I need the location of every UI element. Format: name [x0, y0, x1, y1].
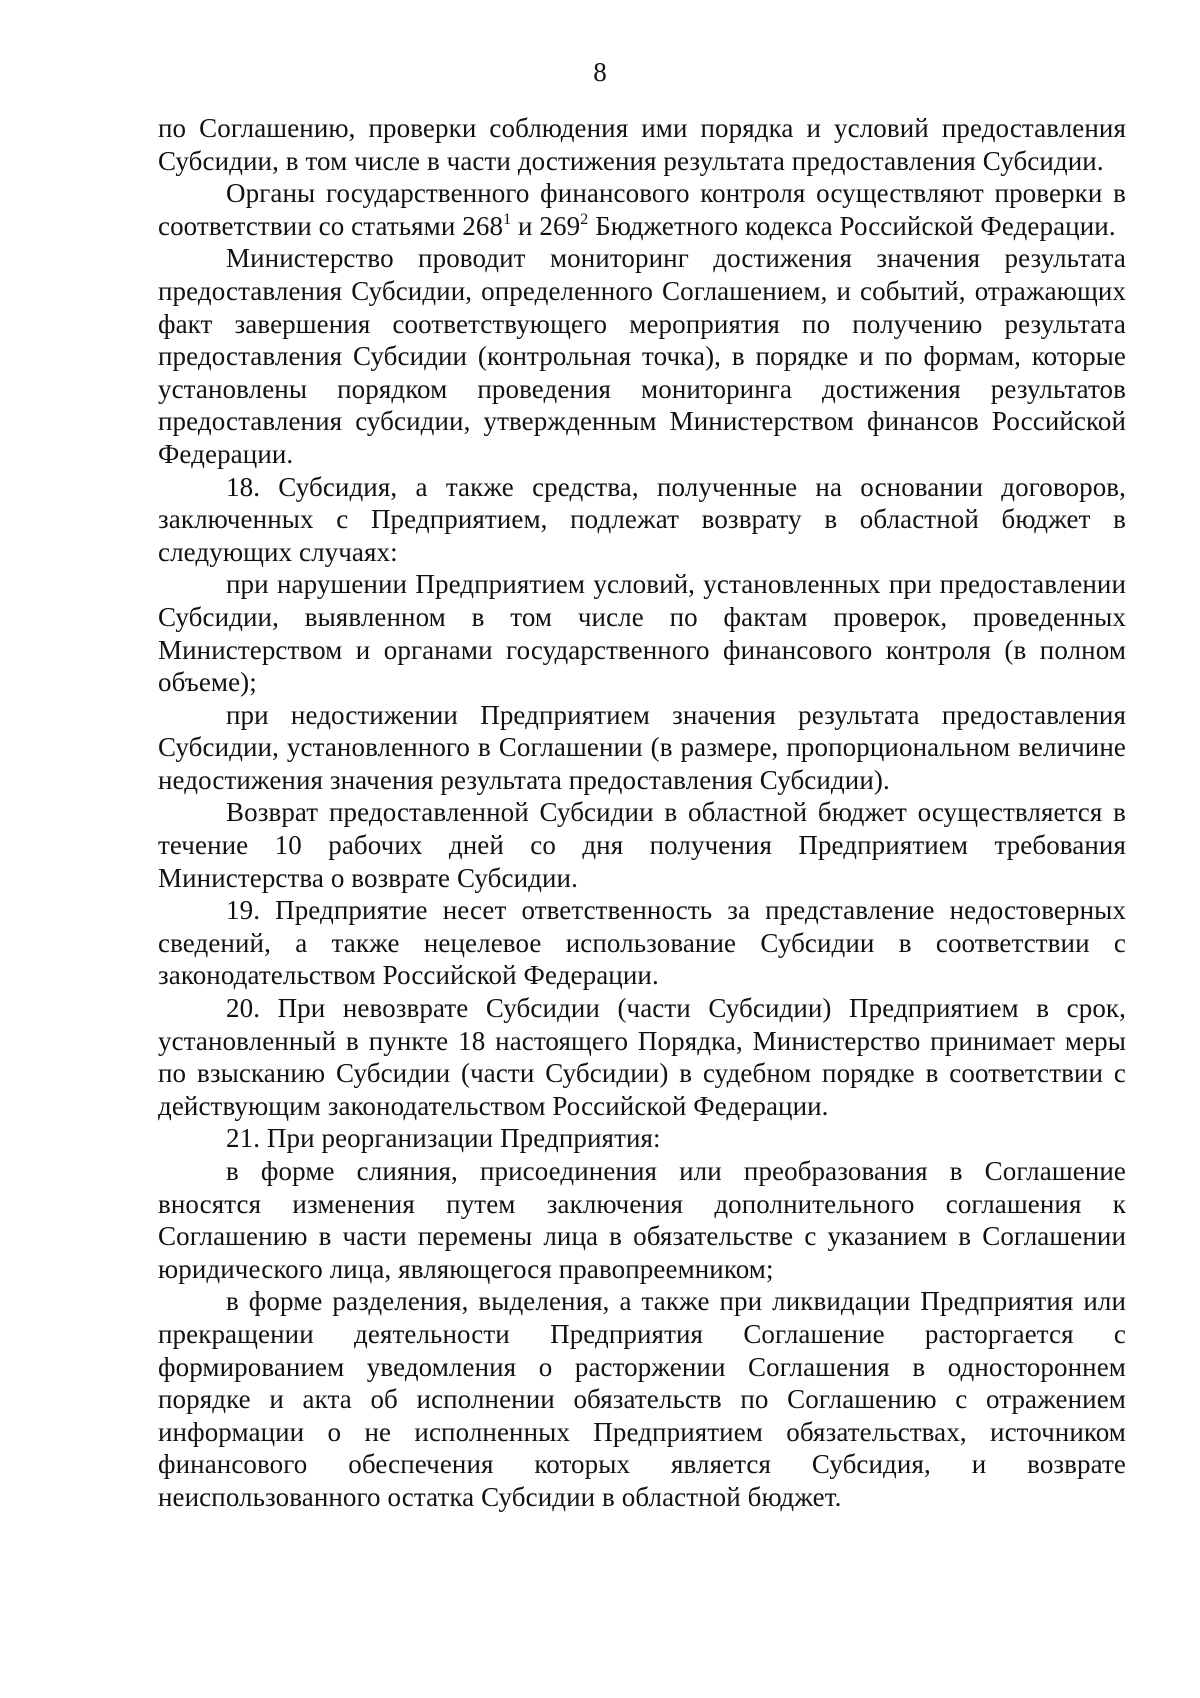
- paragraph-case-non-achievement: при недостижении Предприятием значения результата предоставления Субсидии, установленного в Соглашении (в размере, пропорциональном величине недостижения значения результата предоставления Субсидии).: [158, 699, 1126, 795]
- paragraph-text: Бюджетного кодекса Российской Федерации.: [588, 210, 1116, 241]
- paragraph-case-violation: при нарушении Предприятием условий, установленных при предоставлении Субсидии, выявленном в том числе по фактам проверок, проведенных Министерством и органами государственного финансового контроля (в полном объеме);: [158, 569, 1126, 698]
- paragraph-monitoring: Министерство проводит мониторинг достижения значения результата предоставления Субсидии, определенного Соглашением, и событий, отражающих факт завершения соответствующего мероприятия по получению результата предоставления Субсидии (контрольная точка), в порядке и по формам, которые установлены порядком проведения мониторинга достижения результатов предоставления субсидии, утвержденным Министерством финансов Российской Федерации.: [158, 243, 1126, 469]
- paragraph-item-21: 21. При реорганизации Предприятия:: [226, 1123, 661, 1154]
- paragraph-item-19: 19. Предприятие несет ответственность за представление недостоверных сведений, а также нецелевое использование Субсидии в соответствии с законодательством Российской Федерации.: [158, 895, 1126, 991]
- superscript: 1: [503, 210, 512, 228]
- paragraph-item-18: 18. Субсидия, а также средства, полученные на основании договоров, заключенных с Предприятием, подлежат возврату в областной бюджет в следующих случаях:: [158, 471, 1126, 567]
- superscript: 2: [580, 210, 589, 228]
- document-body: [158, 112, 1126, 1514]
- paragraph-item-20: 20. При невозврате Субсидии (части Субсидии) Предприятием в срок, установленный в пункте 18 настоящего Порядка, Министерство принимает меры по взысканию Субсидии (части Субсидии) в судебном порядке в соответствии с действующим законодательством Российской Федерации.: [158, 993, 1126, 1121]
- paragraph-return-term: Возврат предоставленной Субсидии в областной бюджет осуществляется в течение 10 рабочих дней со дня получения Предприятием требования Министерства о возврате Субсидии.: [158, 797, 1126, 893]
- paragraph-division: в форме разделения, выделения, а также при ликвидации Предприятия или прекращении деятельности Предприятия Соглашение расторгается с формированием уведомления о расторжении Соглашения в одностороннем порядке и акта об исполнении обязательств по Соглашению с отражением информации о не исполненных Предприятием обязательствах, источником финансового обеспечения которых является Субсидия, и возврате неиспользованного остатка Субсидии в областной бюджет.: [158, 1286, 1126, 1512]
- paragraph-text: и 269: [511, 210, 581, 241]
- paragraph-continuation: по Соглашению, проверки соблюдения ими порядка и условий предоставления Субсидии, в том числе в части достижения результата предоставления Субсидии.: [158, 113, 1126, 176]
- paragraph-merger: в форме слияния, присоединения или преобразования в Соглашение вносятся изменения путем заключения дополнительного соглашения к Соглашению в части перемены лица в обязательстве с указанием в Соглашении юридического лица, являющегося правопреемником;: [158, 1156, 1126, 1284]
- paragraph-financial-control: [158, 177, 1126, 242]
- paragraph-text: Органы государственного финансового контроля осуществляют проверки в соответствии со статьями 268: [158, 178, 1126, 241]
- page-number: 8: [593, 57, 607, 87]
